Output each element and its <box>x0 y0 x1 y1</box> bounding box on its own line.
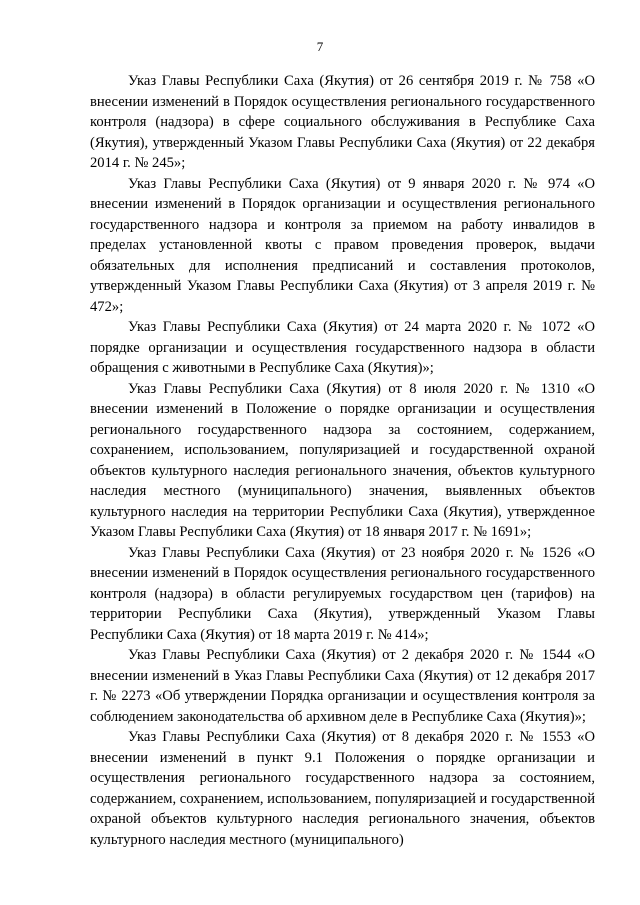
paragraph-decree-1544: Указ Главы Республики Саха (Якутия) от 2 декабря 2020 г. № 1544 «О внесении изменений в Указ Главы Республики Саха (Якутия) от 12 декабря 2017 г. № 2273 «Об утверждении Порядка организации и осуществления контроля за соблюдением законодательства об архивном деле в Республике Саха (Якутия)»; <box>90 647 595 725</box>
paragraph-decree-1526: Указ Главы Республики Саха (Якутия) от 23 ноября 2020 г. № 1526 «О внесении изменений в Порядок осуществления регионального государственного контроля (надзора) в области регулируемых государством цен (тарифов) на территории Республики Саха (Якутия), утвержденный Указом Главы Республики Саха (Якутия) от 18 марта 2019 г. № 414»; <box>90 544 595 643</box>
paragraph-decree-974: Указ Главы Республики Саха (Якутия) от 9 января 2020 г. № 974 «О внесении изменений в Порядок организации и осуществления регионального государственного надзора и контроля за приемом на работу инвалидов в пределах установленной квоты с правом проведения проверок, выдачи обязательных для исполнения предписаний и составления протоколов, утвержденный Указом Главы Республики Саха (Якутия) от 3 апреля 2019 г. № 472»; <box>90 175 595 315</box>
paragraph-decree-758: Указ Главы Республики Саха (Якутия) от 26 сентября 2019 г. № 758 «О внесении изменений в Порядок осуществления регионального государственного контроля (надзора) в сфере социального обслуживания в Республике Саха (Якутия), утвержденный Указом Главы Республики Саха (Якутия) от 22 декабря 2014 г. № 245»; <box>90 73 595 171</box>
paragraph-decree-1553: Указ Главы Республики Саха (Якутия) от 8 декабря 2020 г. № 1553 «О внесении изменений в пункт 9.1 Положения о порядке организации и осуществления регионального государственного надзора за состоянием, содержанием, сохранением, использованием, популяризацией и государственной охраной объектов культурного наследия регионального значения, объектов культурного наследия местного (муниципального) <box>90 729 596 848</box>
page-number: 7 <box>316 39 324 54</box>
paragraph-decree-1072: Указ Главы Республики Саха (Якутия) от 24 марта 2020 г. № 1072 «О порядке организации и осуществления государственного надзора в области обращения с животными в Республике Саха (Якутия)»; <box>90 319 595 376</box>
paragraph-decree-1310: Указ Главы Республики Саха (Якутия) от 8 июля 2020 г. № 1310 «О внесении изменений в Положение о порядке организации и осуществления регионального государственного надзора за состоянием, содержанием, сохранением, использованием, популяризацией и государственной охраной объектов культурного наследия регионального значения, объектов культурного наследия местного (муниципального) значения, выявленных объектов культурного наследия на территории Республики Саха (Якутия), утвержденное Указом Главы Республики Саха (Якутия) от 18 января 2017 г. № 1691»; <box>90 380 595 540</box>
document-body <box>90 71 595 850</box>
